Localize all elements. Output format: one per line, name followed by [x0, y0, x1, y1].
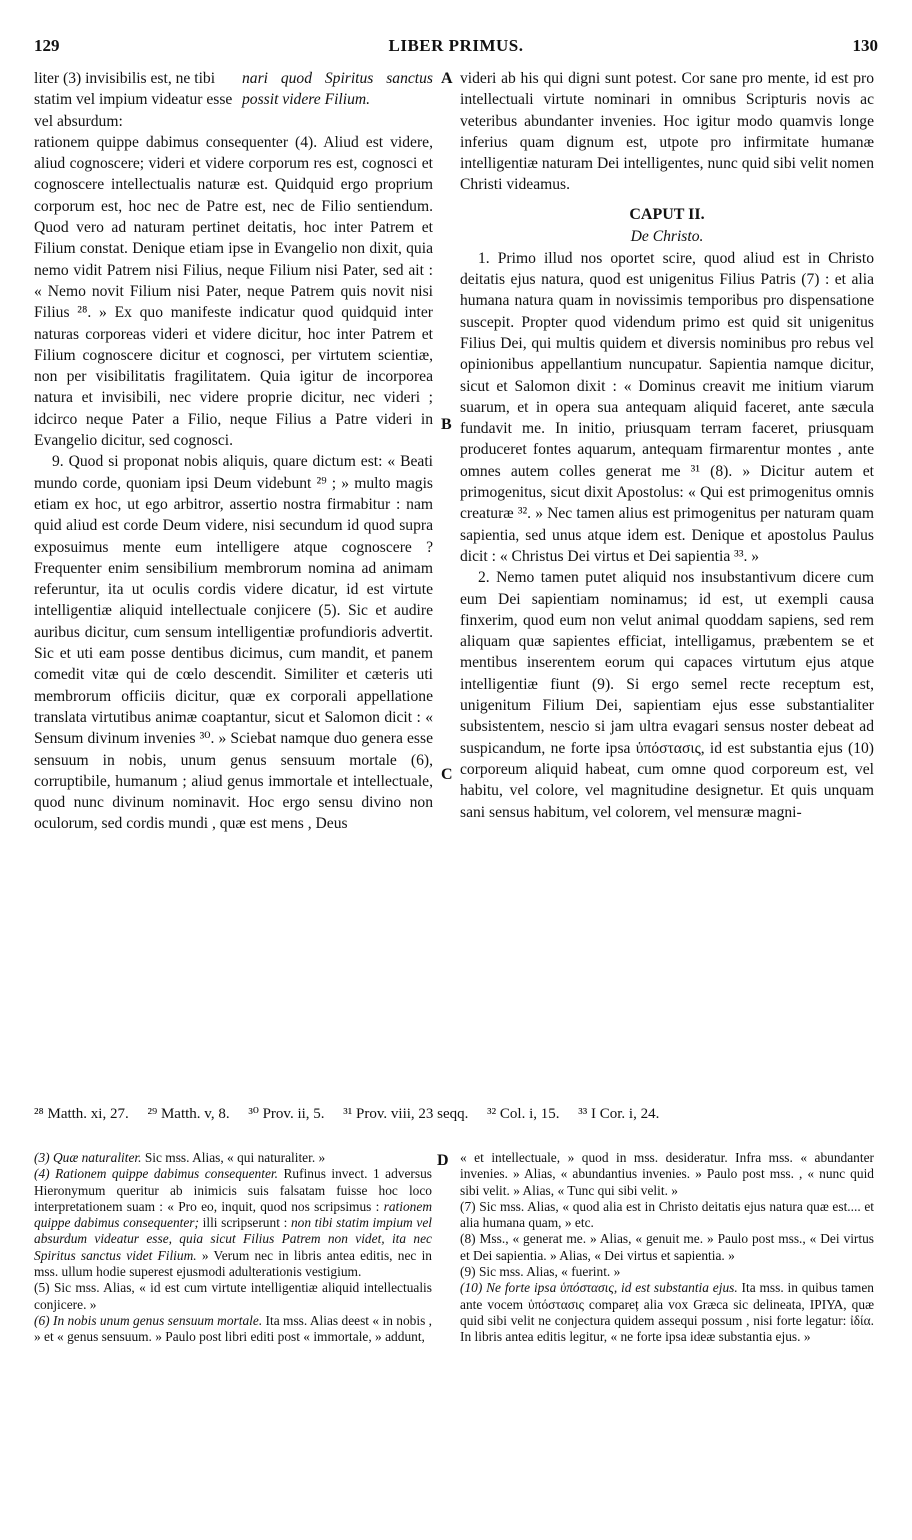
scripture-references: [34, 1104, 876, 1123]
paragraph: rationem quippe dabimus consequenter (4). Aliud est videre, aliud cognoscere; videri et videre corporum res est, cognosci et cognoscere intellectualis naturæ est. Quidquid ergo proprium corporum est, hoc nec de Patre est, nec de Filio sentiendum. Quod vero ad naturam pertinet deitatis, hoc inter Patrem et Filium constat. Denique etiam ipse in Evangelio non dixit, quia nemo vidit Patrem nisi Filius, neque Filium nisi Pater, sed ait : « Nemo novit Filium nisi Pater, neque Patrem quis novit nisi Filius ²⁸. » Ex quo manifeste indicatur quod quidquid inter naturas corporeas videri et videre dicitur, hoc inter Patrem et Filium cognoscere dicitur et cognosci, per virtutem scientiæ, non per visibilitatis fragilitatem. Quia igitur de incorporea natura et invisibili, nec videre proprie dicitur, nec videri ; idcirco neque Pater a Filio, neque Filius a Patre videri in Evangelio dicitur, sed cognosci.: [34, 133, 433, 450]
page-header: [34, 36, 878, 62]
footnote: (6) In nobis unum genus sensuum mortale. Ita mss. Alias deest « in nobis , » et « genus sensuum. » Paulo post libri editi post « immortale, » addunt,: [34, 1312, 433, 1345]
footnote: (4) Rationem quippe dabimus consequenter. Rufinus invect. 1 adversus Hieronymum queritur ab inimicis suis falsatam fuisse hoc loco interpretationem suam : « Pro eo, inquit, quod nos scripsimus : rationem quippe dabimus consequenter; illi scripserunt : non tibi statim impium vel absurdum videatur esse, quia sicut Filius Patrem non videt, ita nec Spiritus sanctus videt Filium. » Verum nec in libris antea editis, nec in mss. ullum hodie superest ejusmodi adulterationis vestigium.: [34, 1166, 432, 1280]
paragraph: 1. Primo illud nos oportet scire, quod aliud est in Christo deitatis ejus natura, quod est unigenitus Filius Patris (7) : et alia humana natura quam in novissimis temporibus pro dispensatione suscepit. Propter quod videndum primo est quid sit unigenitus Filius Dei, qui multis quidem et diversis nominibus pro rebus vel opinionibus appellantium nuncupatur. Sapientia namque dicitur, sicut et Salomon dixit : « Dominus creavit me initium viarum suarum, et in opera sua antequam aliquid faceret, ante sæcula fundavit me. In initio, priusquam terram faceret, priusquam produceret fontes aquarum, antequam firmarentur montes , ante omnes autem colles generat me ³¹ (8). » Dicitur autem et primogenitus, sicut dixit Apostolus: « Qui est primogenitus omnis creaturæ ³². » Nec tamen alius est primogenitus per naturam quam sapientia, sed unus atque idem est. Denique et apostolus Paulus dicit : « Christus Dei virtus et Dei sapientia ³³. »: [460, 249, 874, 565]
reference: ³⁰ Prov. ii, 5.: [248, 1106, 325, 1122]
chapter-title: CAPUT II.: [629, 205, 705, 223]
footnote: « et intellectuale, » quod in mss. desideratur. Infra mss. « abundanter invenies. » Alias, « abundantius invenies. » Paulo post mss. , « nunc quid sibi velit. » Alias, « Tunc qui sibi velit. »: [460, 1150, 874, 1198]
left-column: [34, 68, 433, 835]
footnote: (8) Mss., « generat me. » Alias, « genuit me. » Paulo post mss., « Dei virtus et Dei sapientia. » Alias, « Dei virtus et sapientia. »: [460, 1231, 874, 1263]
reference: ²⁹ Matth. v, 8.: [147, 1106, 230, 1122]
reference: ²⁸ Matth. xi, 27.: [34, 1106, 129, 1122]
margin-letter-a: A: [441, 70, 453, 87]
footnote: (10) Ne forte ipsa ὑπόστασις, id est substantia ejus. Ita mss. in quibus tamen ante vocem ὑπόστασις compareț alia vox Græca sic delineata, ΙΡΙΥΑ, quæ quid sibi velit ne conjectura quidem assequi possum , nisi forte legatur: ἰδία. In libris antea editis legitur, « ne forte ipsa ideæ substantia ejus. »: [460, 1280, 874, 1345]
footnote: (3) Quæ naturaliter. Sic mss. Alias, « qui naturaliter. »: [34, 1150, 326, 1165]
intro-text: liter (3) invisibilis est, ne tibi statim vel impium videatur esse vel absurdum:: [34, 70, 233, 130]
page-number-left: 129: [34, 36, 60, 55]
right-column: [460, 68, 874, 823]
footnotes-left: [34, 1150, 432, 1346]
footnote: (7) Sic mss. Alias, « quod alia est in Christo deitatis ejus natura quæ est.... et alia humana quam, » etc.: [460, 1198, 874, 1231]
reference: ³² Col. i, 15.: [487, 1106, 560, 1122]
margin-letter-d: D: [437, 1152, 449, 1169]
chapter-subtitle: De Christo.: [630, 227, 704, 245]
paragraph: 2. Nemo tamen putet aliquid nos insubstantivum dicere cum eum Dei sapientiam nominamus; id est, ut exempli causa finxerim, quod eum non velut animal quoddam sapiens, sed rem aliquam quæ sapientes efficiat, intelligamus, præbentem se et mentibus inserentem eorum qui capaces virtutum ejus atque intelligentiæ fiunt (9). Si ergo semel recte receptum est, unigenitum Filium Dei, sapientiam ejus esse substantialiter subsistentem, nescio si jam ultra evagari sensus noster debeat ad suspicandum, ne forte ipsa ὑπόστασις, id est substantia ejus (10) corporeum aliquid habeat, cum omne quod corporeum est, vel habitu, vel colore, vel magnitudine designetur. Et quis unquam sani sensus habitum, vel colorem, vel mensuræ magni-: [460, 569, 874, 821]
reference: ³¹ Prov. viii, 23 seqq.: [343, 1106, 469, 1122]
margin-letter-c: C: [441, 766, 453, 783]
footnote: (5) Sic mss. Alias, « id est cum virtute intelligentiæ aliquid intellectualis conjicere. »: [34, 1280, 432, 1312]
paragraph: 9. Quod si proponat nobis aliquis, quare dictum est: « Beati mundo corde, quoniam ipsi Deum videbunt ²⁹ ; » multo magis etiam ex hoc, ut ego arbitror, assertio nostra firmabitur : nam quid aliud est corde Deum videre, nisi secundum id quod supra exposuimus mente eum intelligere atque cognoscere ? Frequenter enim sensibilium membrorum nomina ad animam referuntur, ita ut oculis cordis videre dicatur, id est virtute intelligentiæ aliquid intellectuale conjicere (5). Sic et audire auribus dicitur, cum sensum intelligentiæ profundioris advertit. Sic et uti eam posse dentibus dicimus, cum mandit, et panem comedit vitæ qui de cœlo descendit. Similiter et cæteris uti membrorum officiis dicitur, quæ ex corporali appellatione translata virtutibus animæ coaptantur, sicut et Salomon dicit : « Sensum divinum invenies ³⁰. » Sciebat namque duo genera esse sensuum in nobis, unum genus sensuum mortale (6), corruptibile, humanum ; aliud genus immortale et intellectuale, quod nunc divinum nominavit. Hoc ergo sensu divino non oculorum, sed cordis mundi , quæ est mens , Deus: [34, 453, 433, 833]
intro-italic-text: nari quod Spiritus sanctus possit videre Filium.: [242, 70, 433, 109]
footnote: (9) Sic mss. Alias, « fuerint. »: [460, 1264, 621, 1280]
margin-letter-b: B: [441, 416, 452, 433]
paragraph: videri ab his qui digni sunt potest. Cor sane pro mente, id est pro intellectuali virtute nominari in omnibus Scripturis novis ac veteribus abundanter invenies. Hoc igitur modo quamvis longe inferius quam dignum est, utpote pro infirmitate humanæ intelligentiæ naturam Dei intelligentes, nunc quid sibi velit nomen Christi videamus.: [460, 70, 874, 194]
page-number-right: 130: [852, 36, 878, 55]
footnotes-right: [460, 1150, 874, 1346]
running-title: LIBER PRIMUS.: [388, 36, 524, 55]
left-intro: [34, 68, 433, 132]
reference: ³³ I Cor. i, 24.: [578, 1106, 660, 1122]
